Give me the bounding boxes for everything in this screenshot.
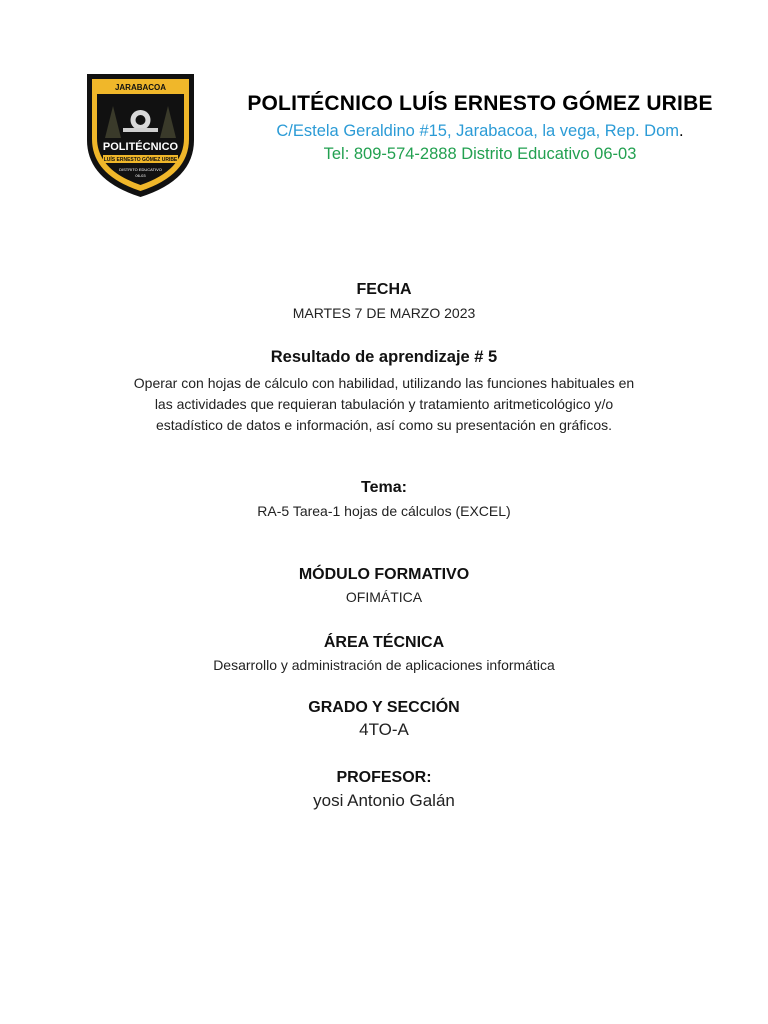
- resultado-text: Operar con hojas de cálculo con habilidad, utilizando las funciones habituales en las actividades que requieran tabulación y tratamiento aritmeticológico y/o estadístico de datos e información, así como su presentación en gráficos.: [133, 375, 635, 433]
- modulo-section: [0, 566, 768, 605]
- school-address: [230, 122, 730, 141]
- school-header: [230, 92, 730, 164]
- modulo-value: OFIMÁTICA: [345, 589, 423, 605]
- tema-label: Tema:: [361, 479, 407, 496]
- grado-value: 4TO-A: [359, 720, 409, 739]
- tema-value: RA-5 Tarea-1 hojas de cálculos (EXCEL): [257, 503, 511, 519]
- logo-sub-text: LUÍS ERNESTO GÓMEZ URIBE: [103, 157, 178, 163]
- school-crest-logo: [83, 70, 198, 200]
- tema-section: [0, 479, 768, 519]
- school-name: POLITÉCNICO LUÍS ERNESTO GÓMEZ URIBE: [247, 92, 713, 115]
- area-label: ÁREA TÉCNICA: [323, 634, 445, 651]
- logo-main-text: POLITÉCNICO: [102, 141, 179, 153]
- area-value: Desarrollo y administración de aplicaciones informática: [213, 657, 555, 673]
- fecha-section: [0, 281, 768, 321]
- address-period: .: [679, 122, 684, 140]
- grado-section: [0, 699, 768, 740]
- resultado-label: Resultado de aprendizaje # 5: [270, 348, 498, 366]
- fecha-value: MARTES 7 DE MARZO 2023: [292, 305, 476, 321]
- grado-label: GRADO Y SECCIÓN: [308, 699, 460, 716]
- logo-top-text: JARABACOA: [114, 83, 167, 92]
- school-phone: Tel: 809-574-2888 Distrito Educativo 06-03: [323, 145, 637, 163]
- address-text: C/Estela Geraldino #15, Jarabacoa, la vega, Rep. Dom: [276, 122, 680, 140]
- profesor-section: [0, 769, 768, 811]
- logo-district-text: DISTRITO EDUCATIVO: [119, 167, 162, 172]
- profesor-label: PROFESOR:: [336, 769, 432, 786]
- modulo-label: MÓDULO FORMATIVO: [298, 566, 470, 583]
- fecha-label: FECHA: [356, 281, 412, 298]
- area-section: [0, 634, 768, 673]
- profesor-value: yosi Antonio Galán: [313, 791, 455, 810]
- resultado-section: [0, 348, 768, 436]
- logo-district-num: 06-03: [135, 173, 146, 178]
